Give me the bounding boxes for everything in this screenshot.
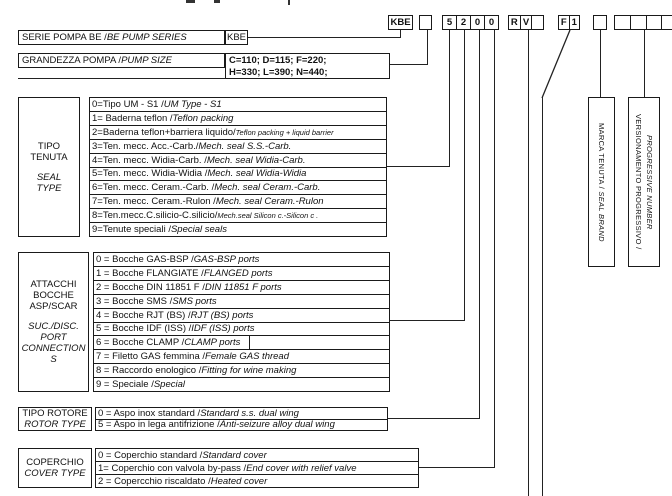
table-row: 4 = Bocche RJT (BS) / RJT (BS) ports <box>94 309 389 323</box>
code-box-digits <box>442 15 499 30</box>
seal-label-box <box>18 97 80 237</box>
series-connector-h <box>248 37 401 38</box>
table-row: 0=Tipo UM - S1 / UM Type - S1 <box>90 98 386 112</box>
seal-connector-h <box>386 166 450 167</box>
code-box-size <box>419 15 432 30</box>
series-connector-v <box>400 30 401 38</box>
ports-label-it: ASP/SCAR <box>29 301 78 312</box>
code-prog-empty <box>615 16 630 29</box>
size-values-line2: H=330; L=390; N=440; <box>229 66 328 78</box>
ports-label-en: SUC./DISC. <box>28 321 79 332</box>
table-row: 0 = Bocche GAS-BSP / GAS-BSP ports <box>94 253 389 267</box>
code-digit-rotor: 0 <box>470 16 484 29</box>
ports-connector-h <box>388 320 465 321</box>
table-row: 6 = Bocche CLAMP / CLAMP ports <box>94 336 389 350</box>
code-prog-empty <box>630 16 646 29</box>
brand-connector-v <box>600 30 601 97</box>
table-row: 3 = Bocche SMS / SMS ports <box>94 295 389 309</box>
rotor-connector-h <box>386 418 480 419</box>
code-digit-seal: 5 <box>446 17 453 28</box>
size-bottom-rule <box>18 78 226 80</box>
code-value-series: KBE <box>390 17 411 28</box>
progressive-label-line2: PROGRESSIVE NUMBER <box>645 134 654 230</box>
ports-rows-box <box>93 252 390 392</box>
size-label-it: GRANDEZZA POMPA / <box>22 55 122 66</box>
size-values-line1: C=110; D=115; F=220; <box>229 55 327 66</box>
code-digit-1: 1 <box>569 16 580 29</box>
progressive-connector-v <box>644 30 645 97</box>
table-row: 3=Ten. mecc. Acc.-Carb./ Mech. seal S.S.-Carb. <box>90 140 386 154</box>
cover-rows-box <box>95 448 419 488</box>
clipped-text-remnant <box>214 0 220 3</box>
table-row: 2=Baderna teflon+barriera liquido/ Teflon packing + liquid barrier <box>90 126 386 140</box>
table-row: 0 = Aspo inox standard / Standard s.s. dual wing <box>96 408 387 420</box>
code-prog-empty <box>661 16 672 29</box>
table-row: 6=Ten. mecc. Ceram.-Carb. / Mech. seal Ceram.-Carb. <box>90 181 386 195</box>
code-digit-ports: 2 <box>456 16 470 29</box>
table-row: 1 = Bocche FLANGIATE / FLANGED ports <box>94 267 389 281</box>
brand-label-en: SEAL BRAND <box>597 191 606 242</box>
rotor-label-it: TIPO ROTORE <box>22 408 88 419</box>
rotor-label-en: ROTOR TYPE <box>24 419 86 430</box>
table-row: 5 = Aspo in lega antifrizione / Anti-seizure alloy dual wing <box>98 419 335 430</box>
code-letter-f: F <box>560 17 567 28</box>
clipped-text-remnant <box>288 0 290 5</box>
seal-rows-box <box>89 97 387 237</box>
ports-label-it: ATTACCHI <box>30 279 77 290</box>
table-row: 9 = Speciale / Special <box>96 379 186 391</box>
table-row: 5 = Bocche IDF (ISS) / IDF (ISS) ports <box>94 323 389 337</box>
table-row: 0 = Coperchio standard / Standard cover <box>96 449 418 462</box>
rotor-label-box <box>18 407 92 431</box>
ports-label-it: BOCCHE <box>33 290 74 301</box>
code-box-rv <box>508 15 544 30</box>
row-cell-divider <box>249 336 250 349</box>
cover-label-box <box>18 448 92 488</box>
table-row: 4=Ten. mecc. Widia-Carb. / Mech. seal Widia-Carb. <box>90 154 386 168</box>
cover-connector-v <box>494 30 495 468</box>
ports-label-box <box>18 252 89 392</box>
ports-label-en: CONNECTION <box>21 343 86 354</box>
table-row: 1= Baderna teflon / Teflon packing <box>90 112 386 126</box>
brand-label-it: MARCA TENUTA / <box>597 122 606 191</box>
seal-brand-vertical-box <box>588 97 615 267</box>
code-value-size <box>420 16 431 29</box>
progressive-number-vertical-box <box>628 97 660 267</box>
table-row: 2 = Bocche DIN 11851 F / DIN 11851 F ports <box>94 281 389 295</box>
table-row: 2 = Copercchio riscaldato / Heated cover <box>98 475 268 487</box>
seal-label-it: TENUTA <box>30 151 68 163</box>
size-label-en: PUMP SIZE <box>121 55 172 66</box>
seal-label-it: TIPO <box>37 140 61 152</box>
rotor-rows-box <box>95 407 388 431</box>
series-value-box <box>225 30 248 45</box>
table-row: 9=Tenute speciali / Special seals <box>92 224 227 236</box>
code-digit-cover: 0 <box>484 16 498 29</box>
ports-connector-v <box>464 30 465 321</box>
size-connector-v <box>427 30 428 65</box>
code-prog-empty <box>646 16 662 29</box>
code-rv-empty <box>531 16 543 29</box>
code-brand-empty <box>594 16 606 29</box>
series-label-en: BE PUMP SERIES <box>106 32 187 43</box>
code-letter-r: R <box>510 17 518 28</box>
progressive-label-line1: VERSIONAMENTO PROGRESSIVO / <box>634 114 643 250</box>
cover-label-en: COVER TYPE <box>24 468 86 479</box>
f1-connector-v <box>542 97 543 496</box>
series-label-it: SERIE POMPA BE / <box>22 32 107 43</box>
cover-label-it: COPERCHIO <box>26 457 84 468</box>
rv-connector-v <box>528 30 529 496</box>
clipped-text-remnant <box>186 0 195 3</box>
size-label-box <box>18 53 225 68</box>
table-row: 1= Coperchio con valvola by-pass / End cover with relief valve <box>96 462 418 475</box>
table-row: 8 = Raccordo enologico / Fitting for wine making <box>94 364 389 378</box>
seal-connector-v <box>449 30 450 167</box>
ports-label-en: S <box>50 354 57 365</box>
size-values-box <box>225 53 390 79</box>
code-box-brand <box>593 15 607 30</box>
cover-connector-h <box>417 467 495 468</box>
series-label-box <box>18 30 225 45</box>
seal-label-en: TYPE <box>36 182 62 194</box>
ports-label-en: PORT <box>40 332 67 343</box>
table-row: 8=Ten.mecc.C.silicio-C.silicio/ Mech.seal Silicon c.-Silicon c . <box>90 209 386 223</box>
table-row: 5=Ten. mecc. Widia-Widia / Mech. seal Widia-Widia <box>90 168 386 182</box>
rotor-connector-v <box>479 30 480 419</box>
table-row: 7=Ten. mecc. Ceram.-Rulon / Mech. seal Ceram.-Rulon <box>90 195 386 209</box>
code-letter-v: V <box>520 16 532 29</box>
code-box-series <box>388 15 413 30</box>
seal-label-en: SEAL <box>36 171 62 183</box>
code-box-progressive <box>614 15 672 30</box>
code-box-f1 <box>558 15 580 30</box>
table-row: 7 = Filetto GAS femmina / Female GAS thread <box>94 350 389 364</box>
size-connector-h <box>390 64 428 65</box>
series-value: KBE <box>226 32 246 43</box>
